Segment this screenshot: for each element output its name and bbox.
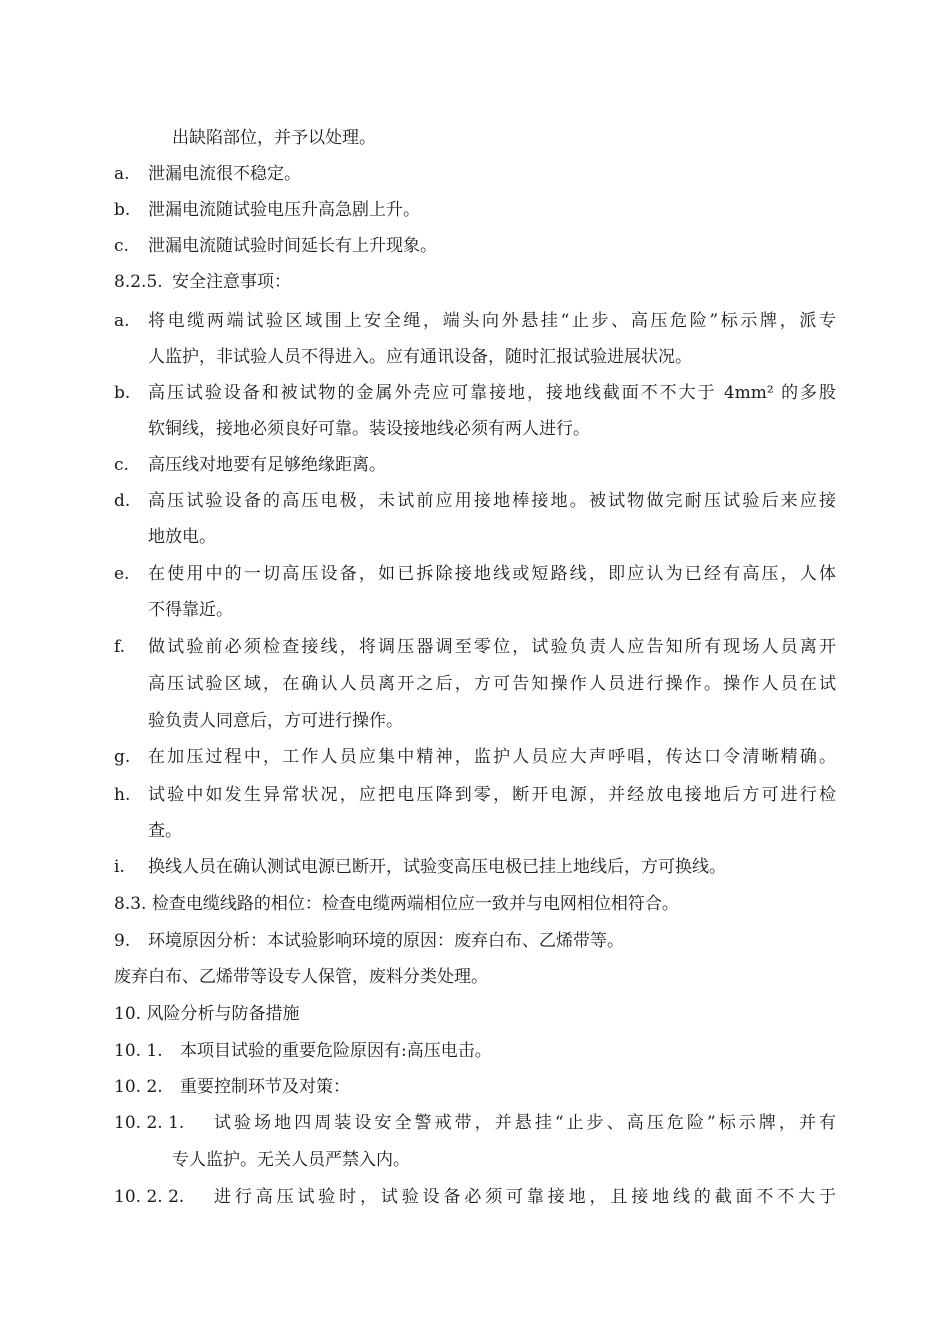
list-marker: i.	[114, 857, 125, 877]
list-item-text: 高压试验设备和被试物的金属外壳应可靠接地，接地线截面不不大于 4mm² 的多股	[148, 383, 836, 403]
section-number: 10. 2. 1.	[114, 1113, 185, 1133]
list-item-text: 试验中如发生异常状况，应把电压降到零，断开电源，并经放电接地后方可进行检	[148, 785, 836, 805]
section-10-2-text: 重要控制环节及对策：	[180, 1077, 350, 1097]
section-10-1-text: 本项目试验的重要危险原因有:高压电击。	[180, 1041, 492, 1061]
section-9-note: 废弃白布、乙烯带等设专人保管，废料分类处理。	[114, 967, 488, 987]
section-10-2-2-text: 进行高压试验时，试验设备必须可靠接地，且接地线的截面不不大于	[214, 1187, 836, 1207]
list-marker: c.	[114, 236, 129, 256]
list-item-text: 做试验前必须检查接线，将调压器调至零位，试验负责人应告知所有现场人员离开	[148, 637, 836, 657]
list-marker: b.	[114, 200, 131, 220]
list-item-text: 在使用中的一切高压设备，如已拆除接地线或短路线，即应认为已经有高压，人体	[148, 564, 836, 584]
list-marker: a.	[114, 164, 130, 184]
list-marker: h.	[114, 785, 131, 805]
list-item-text: 泄漏电流随试验电压升高急剧上升。	[148, 200, 420, 220]
list-marker: d.	[114, 491, 131, 511]
list-item-text: 在加压过程中，工作人员应集中精神，监护人员应大声呼唱，传达口令清晰精确。	[148, 747, 836, 767]
list-item-text: 查。	[148, 821, 182, 841]
section-number: 10. 1.	[114, 1041, 163, 1061]
list-item-text: 高压线对地要有足够绝缘距离。	[148, 455, 386, 475]
list-marker: c.	[114, 455, 129, 475]
list-item-text: 泄漏电流随试验时间延长有上升现象。	[148, 236, 437, 256]
list-item-text: 验负责人同意后，方可进行操作。	[148, 711, 403, 731]
section-10-2-1-text: 试验场地四周装设安全警戒带，并悬挂“止步、高压危险”标示牌，并有	[214, 1113, 836, 1133]
list-item-text: 人监护，非试验人员不得进入。应有通讯设备，随时汇报试验进展状况。	[148, 347, 692, 367]
list-marker: g.	[114, 747, 131, 767]
list-item-text: 不得靠近。	[148, 600, 233, 620]
list-marker: e.	[114, 564, 130, 584]
section-9-text: 环境原因分析：本试验影响环境的原因：废弃白布、乙烯带等。	[148, 931, 624, 951]
section-8-3: 8.3. 检查电缆线路的相位：检查电缆两端相位应一致并与电网相位相符合。	[114, 894, 679, 914]
section-10-2-1-text: 专人监护。无关人员严禁入内。	[172, 1150, 410, 1170]
list-marker: b.	[114, 383, 131, 403]
list-marker: a.	[114, 311, 130, 331]
section-number: 9.	[114, 931, 131, 951]
list-item-text: 换线人员在确认测试电源已断开，试验变高压电极已挂上地线后，方可换线。	[148, 857, 726, 877]
list-item-text: 泄漏电流很不稳定。	[148, 164, 301, 184]
list-marker: f.	[114, 637, 126, 657]
section-number: 10. 2.	[114, 1077, 163, 1097]
section-number: 8.2.5.	[114, 272, 163, 292]
section-number: 10. 2. 2.	[114, 1187, 185, 1207]
section-heading: 安全注意事项：	[172, 272, 291, 292]
list-item-text: 地放电。	[148, 527, 216, 547]
list-item-text: 高压试验区域，在确认人员离开之后，方可告知操作人员进行操作。操作人员在试	[148, 674, 836, 694]
section-10-heading: 10. 风险分析与防备措施	[114, 1004, 300, 1024]
list-item-text: 软铜线，接地必须良好可靠。装设接地线必须有两人进行。	[148, 419, 590, 439]
list-item-text: 将电缆两端试验区域围上安全绳，端头向外悬挂“止步、高压危险”标示牌，派专	[148, 311, 836, 331]
list-item-text: 高压试验设备的高压电极，未试前应用接地棒接地。被试物做完耐压试验后来应接	[148, 491, 836, 511]
continuation-line: 出缺陷部位，并予以处理。	[172, 128, 376, 148]
